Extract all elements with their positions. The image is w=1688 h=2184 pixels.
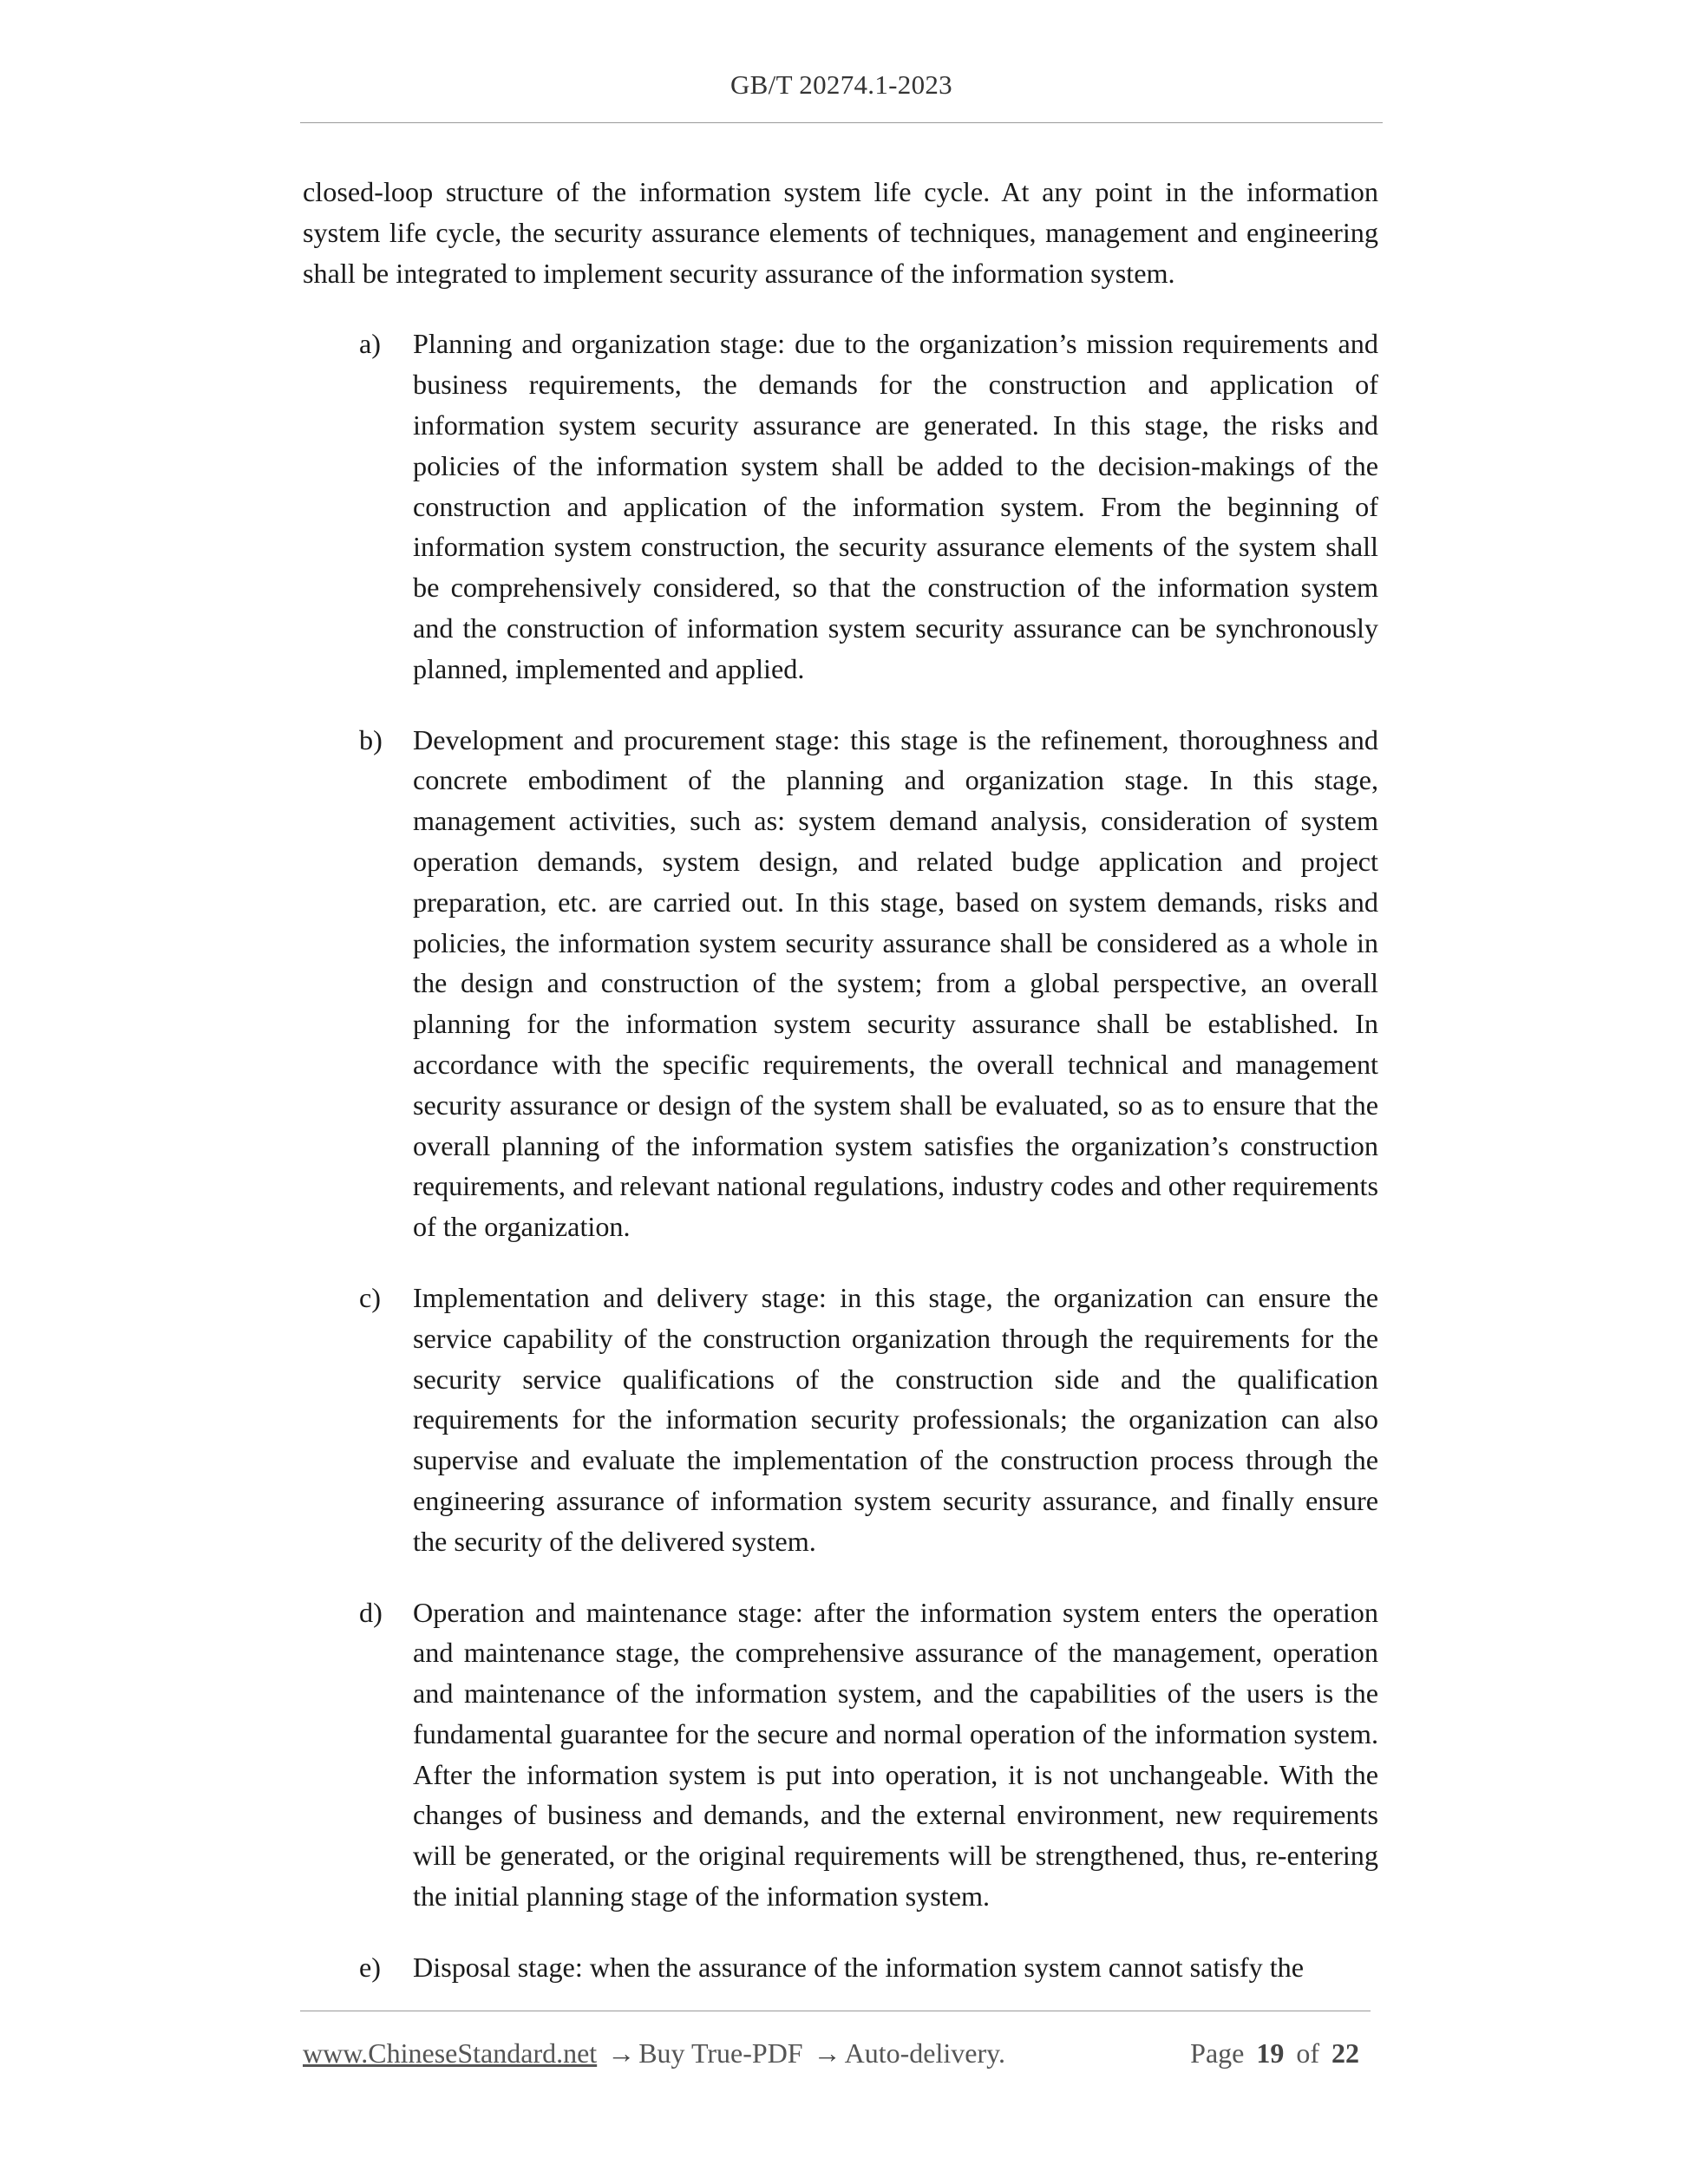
arrow-right-icon: → <box>813 2037 841 2069</box>
list-item-text: Development and procurement stage: this stage is the refinement, thoroughness and concrete embodiment of the planning and organization stage. In this stage, management activities, such as: system demand analysis, consideration of system operation demands, system design, and related budge application and project preparation, etc. are carried out. In this stage, based on system demands, risks and policies, the information system security assurance shall be considered as a whole in the design and construction of the system; from a global perspective, an overall planning for the information system security assurance shall be established. In accordance with the specific requirements, the overall technical and management security assurance or design of the system shall be evaluated, so as to ensure that the overall planning of the information system satisfies the organization’s construction requirements, and relevant national regulations, industry codes and other requirements of the organization. <box>413 723 1378 1243</box>
list-item-e <box>303 1947 1378 1988</box>
list-item-text: Disposal stage: when the assurance of the information system cannot satisfy the <box>413 1951 1305 1983</box>
list-item-a <box>303 324 1378 689</box>
document-body <box>303 172 1378 1988</box>
intro-paragraph: closed-loop structure of the information system life cycle. At any point in the information system life cycle, the security assurance elements of techniques, management and engineering shall be integrated to implement security assurance of the information system. <box>303 176 1378 289</box>
list-item-b <box>303 720 1378 1247</box>
list-item-label: c) <box>359 1281 382 1313</box>
website-link[interactable]: www.ChineseStandard.net <box>303 2037 598 2069</box>
list-item-d <box>303 1592 1378 1917</box>
page-label: Page <box>1190 2037 1245 2069</box>
page-indicator <box>1190 2034 1364 2072</box>
list-item-label: d) <box>359 1596 383 1628</box>
buy-pdf-text: Buy True-PDF <box>638 2037 803 2069</box>
of-label: of <box>1296 2037 1319 2069</box>
list-item-c <box>303 1278 1378 1562</box>
page-number-total: 22 <box>1331 2037 1359 2069</box>
auto-delivery-text: Auto-delivery. <box>844 2037 1006 2069</box>
list-item-text: Operation and maintenance stage: after the information system enters the operation and maintenance stage, the comprehensive assurance of the management, operation and maintenance of the information system, and the capabilities of the users is the fundamental guarantee for the secure and normal operation of the information system. After the information system is put into operation, it is not unchangeable. With the changes of business and demands, and the external environment, new requirements will be generated, or the original requirements will be strengthened, thus, re-entering the initial planning stage of the information system. <box>413 1596 1378 1913</box>
stage-list <box>303 324 1378 1987</box>
list-item-label: a) <box>359 328 382 360</box>
page-number-current: 19 <box>1256 2037 1285 2069</box>
list-item-text: Planning and organization stage: due to the organization’s mission requirements and business requirements, the demands for the construction and application of information system security assurance are generated. In this stage, the risks and policies of the information system shall be added to the decision-makings of the construction and application of the information system. From the beginning of information system construction, the security assurance elements of the system shall be comprehensively considered, so that the construction of the information system and the construction of information system security assurance can be synchronously planned, implemented and applied. <box>413 328 1378 684</box>
page-header: GB/T 20274.1-2023 <box>730 69 952 100</box>
list-item-label: e) <box>359 1951 382 1983</box>
header-divider <box>300 122 1383 123</box>
list-item-label: b) <box>359 723 383 755</box>
arrow-right-icon: → <box>607 2037 636 2069</box>
footer-promo <box>303 2034 1005 2072</box>
list-item-text: Implementation and delivery stage: in this stage, the organization can ensure the service capability of the construction organization through the requirements for the security service qualifications of the construction side and the qualification requirements for the information security professionals; the organization can also supervise and evaluate the implementation of the construction process through the engineering assurance of information system security assurance, and finally ensure the security of the delivered system. <box>413 1281 1378 1557</box>
